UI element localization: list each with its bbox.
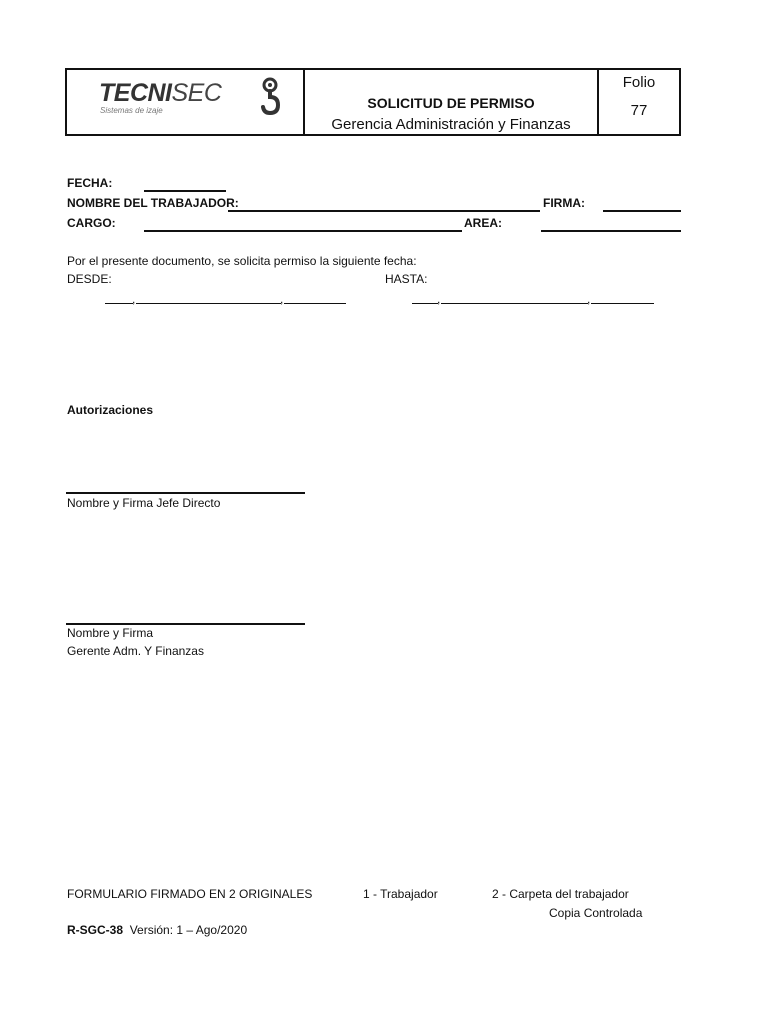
logo-tagline: Sistemas de izaje bbox=[100, 106, 163, 115]
signature-label-gerente-1: Nombre y Firma bbox=[67, 626, 154, 640]
fecha-field[interactable] bbox=[144, 190, 226, 192]
copy-trabajador: 1 - Trabajador bbox=[363, 887, 438, 901]
folio-cell bbox=[599, 70, 679, 134]
form-header bbox=[65, 68, 681, 136]
folio-label: Folio bbox=[622, 74, 656, 91]
cargo-field[interactable] bbox=[144, 230, 462, 232]
hasta-day-field[interactable] bbox=[412, 303, 438, 304]
desde-separator-2: , bbox=[280, 292, 284, 306]
logo-cell bbox=[67, 70, 305, 134]
folio-number: 77 bbox=[630, 102, 648, 119]
signature-label-jefe: Nombre y Firma Jefe Directo bbox=[67, 496, 221, 510]
firma-field[interactable] bbox=[603, 210, 681, 212]
title-cell bbox=[305, 70, 599, 134]
desde-label: DESDE: bbox=[67, 272, 112, 286]
cargo-label: CARGO: bbox=[67, 216, 116, 230]
hasta-separator-1: , bbox=[437, 292, 441, 306]
crane-hook-icon bbox=[260, 77, 284, 115]
signature-line-jefe[interactable] bbox=[66, 492, 305, 494]
desde-month-field[interactable] bbox=[136, 303, 281, 304]
fecha-label: FECHA: bbox=[67, 176, 113, 190]
signature-line-gerente[interactable] bbox=[66, 623, 305, 625]
desde-year-field[interactable] bbox=[284, 303, 346, 304]
firma-label: FIRMA: bbox=[543, 196, 585, 210]
nombre-label: NOMBRE DEL TRABAJADOR: bbox=[67, 196, 239, 210]
hasta-month-field[interactable] bbox=[441, 303, 588, 304]
document-version: Versión: 1 – Ago/2020 bbox=[129, 923, 248, 937]
area-label: AREA: bbox=[464, 216, 502, 230]
controlled-copy: Copia Controlada bbox=[549, 906, 643, 920]
authorizations-heading: Autorizaciones bbox=[67, 403, 154, 417]
desde-day-field[interactable] bbox=[105, 303, 133, 304]
hasta-label: HASTA: bbox=[385, 272, 428, 286]
hasta-year-field[interactable] bbox=[591, 303, 654, 304]
area-field[interactable] bbox=[541, 230, 681, 232]
desde-separator-1: , bbox=[132, 292, 136, 306]
request-intro: Por el presente documento, se solicita permiso la siguiente fecha: bbox=[67, 254, 417, 268]
copy-carpeta: 2 - Carpeta del trabajador bbox=[492, 887, 629, 901]
signature-label-gerente-2: Gerente Adm. Y Finanzas bbox=[67, 644, 204, 658]
hasta-separator-2: , bbox=[587, 292, 591, 306]
document-code: R-SGC-38 bbox=[67, 923, 124, 937]
signed-note: FORMULARIO FIRMADO EN 2 ORIGINALES bbox=[67, 887, 313, 901]
form-title: SOLICITUD DE PERMISO bbox=[367, 95, 535, 111]
company-logo: TECNISEC bbox=[99, 79, 222, 107]
document-code-line bbox=[67, 923, 247, 937]
form-subtitle: Gerencia Administración y Finanzas bbox=[331, 116, 571, 133]
nombre-field[interactable] bbox=[228, 210, 540, 212]
